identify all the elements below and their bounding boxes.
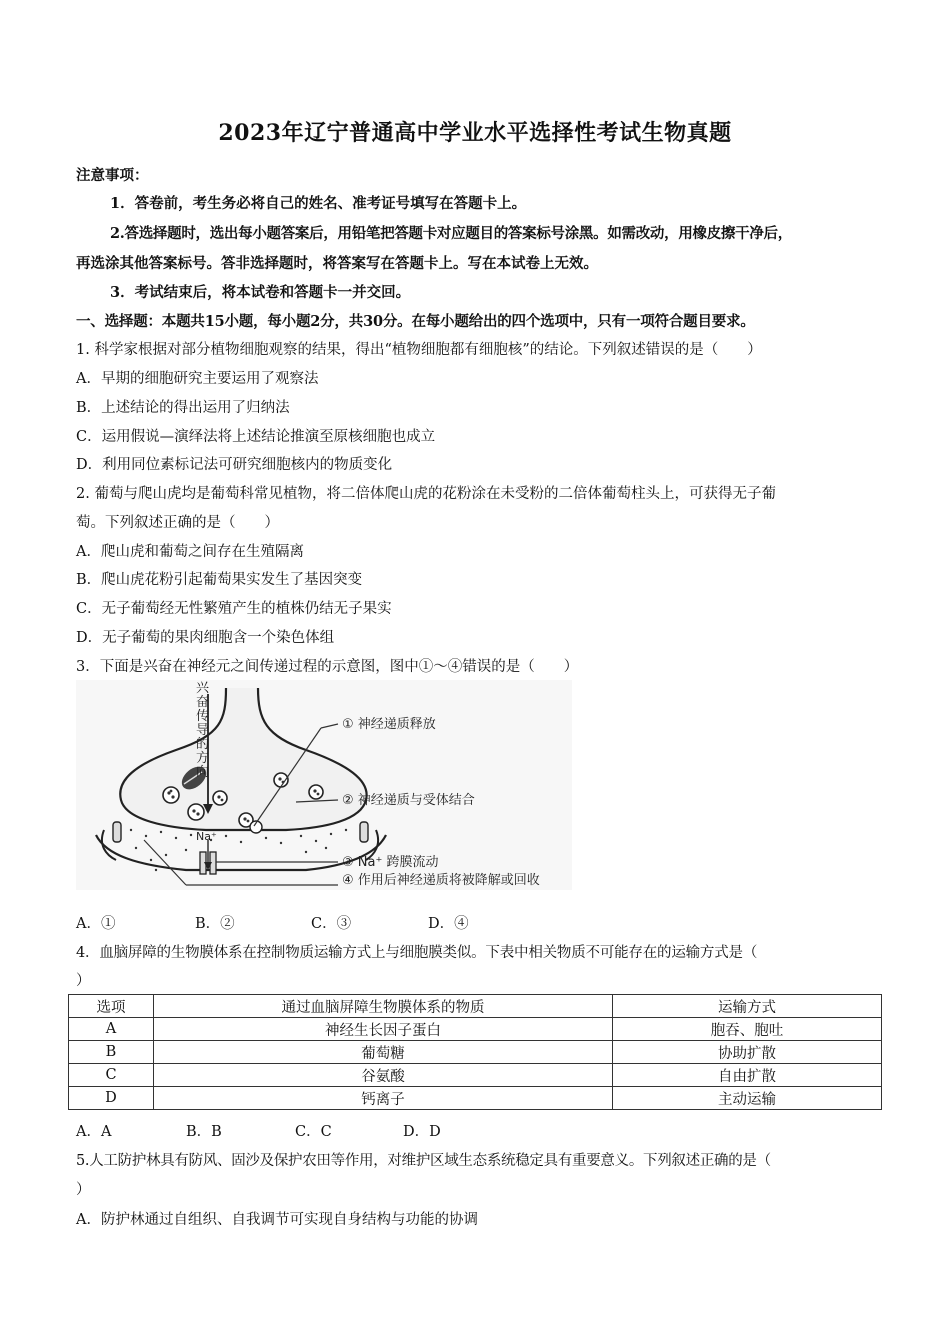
q1-option-b: B．上述结论的得出运用了归纳法 [76, 400, 290, 416]
q2-stem-line1: 2. 葡萄与爬山虎均是葡萄科常见植物，将二倍体爬山虎的花粉涂在未受粉的二倍体葡萄柱头上，可获得无子葡 [76, 486, 776, 502]
q2-option-a: A．爬山虎和葡萄之间存在生殖隔离 [76, 544, 304, 560]
q2-option-b: B．爬山虎花粉引起葡萄果实发生了基因突变 [76, 572, 363, 588]
q3-option-c: C．③ [311, 916, 352, 932]
table-header-cell: 选项 [69, 995, 154, 1018]
table-cell: D [69, 1087, 154, 1110]
table-cell: 谷氨酸 [154, 1064, 613, 1087]
table-cell: 主动运输 [613, 1087, 882, 1110]
figure-label-2: ② 神经递质与受体结合 [342, 793, 475, 808]
table-row [69, 1064, 882, 1087]
table-cell: 葡萄糖 [154, 1041, 613, 1064]
q1-option-d: D．利用同位素标记法可研究细胞核内的物质变化 [76, 457, 393, 473]
page-title: 2023年辽宁普通高中学业水平选择性考试生物真题 [218, 120, 732, 146]
table-header-cell: 运输方式 [613, 995, 882, 1018]
q4-stem-line2: ） [76, 973, 91, 989]
table-cell: 神经生长因子蛋白 [154, 1018, 613, 1041]
q1-stem: 1. 科学家根据对部分植物细胞观察的结果，得出“植物细胞都有细胞核”的结论。下列叙述错误的是（ ） [76, 342, 762, 358]
table-cell: 钙离子 [154, 1087, 613, 1110]
figure-label-4: ④ 作用后神经递质将被降解或回收 [342, 873, 540, 888]
q3-option-a: A．① [76, 916, 116, 932]
arrow-label-char: 方 [196, 751, 210, 766]
table-cell: 协助扩散 [613, 1041, 882, 1064]
q1-option-a: A．早期的细胞研究主要运用了观察法 [76, 371, 319, 387]
q4-option-b: B．B [186, 1124, 222, 1140]
arrow-label-char: 传 [196, 709, 210, 724]
q4-option-c: C．C [295, 1124, 332, 1140]
notice-heading: 注意事项： [76, 167, 149, 184]
arrow-label-char: 向 [196, 765, 210, 780]
notice-item-2b: 再选涂其他答案标号。答非选择题时，将答案写在答题卡上。写在本试卷上无效。 [76, 255, 598, 272]
table-cell: 自由扩散 [613, 1064, 882, 1087]
table-cell: A [69, 1018, 154, 1041]
notice-item-2a: 2.答选择题时，选出每小题答案后，用铅笔把答题卡对应题目的答案标号涂黑。如需改动，用橡皮擦干净后， [110, 225, 792, 242]
arrow-label-char: 奋 [196, 695, 210, 710]
q4-option-d: D．D [403, 1124, 441, 1140]
table-header-row [69, 995, 882, 1018]
q5-stem-line2: ） [76, 1182, 91, 1198]
table-row [69, 1087, 882, 1110]
transport-table [68, 994, 882, 1110]
q1-option-c: C．运用假说—演绎法将上述结论推演至原核细胞也成立 [76, 429, 436, 445]
table-cell: 胞吞、胞吐 [613, 1018, 882, 1041]
synapse-figure [76, 680, 572, 890]
q5-stem-line1: 5.人工防护林具有防风、固沙及保护农田等作用，对维护区域生态系统稳定具有重要意义。下列叙述正确的是（ [76, 1153, 771, 1169]
table-row [69, 1041, 882, 1064]
notice-item-3: 3．考试结束后，将本试卷和答题卡一并交回。 [110, 284, 411, 301]
section-heading: 一、选择题：本题共15小题，每小题2分，共30分。在每小题给出的四个选项中，只有一项符合题目要求。 [76, 313, 755, 330]
arrow-label-char: 导 [196, 723, 210, 738]
q4-option-a: A．A [76, 1124, 112, 1140]
arrow-label-char: 兴 [196, 681, 210, 696]
q2-option-d: D．无子葡萄的果肉细胞含一个染色体组 [76, 630, 335, 646]
q2-option-c: C．无子葡萄经无性繁殖产生的植株仍结无子果实 [76, 601, 392, 617]
notice-item-1: 1．答卷前，考生务必将自己的姓名、准考证号填写在答题卡上。 [110, 195, 527, 212]
table-header-cell: 通过血脑屏障生物膜体系的物质 [154, 995, 613, 1018]
table-cell: C [69, 1064, 154, 1087]
q3-stem: 3．下面是兴奋在神经元之间传递过程的示意图，图中①～④错误的是（ ） [76, 659, 579, 675]
arrow-label-char: 的 [196, 737, 210, 752]
figure-label-1: ① 神经递质释放 [342, 717, 436, 732]
figure-label-3: ③ Na⁺ 跨膜流动 [342, 855, 439, 870]
q5-option-a: A．防护林通过自组织、自我调节可实现自身结构与功能的协调 [76, 1212, 478, 1228]
q3-option-b: B．② [195, 916, 235, 932]
q3-option-d: D．④ [428, 916, 469, 932]
table-cell: B [69, 1041, 154, 1064]
q2-stem-line2: 萄。下列叙述正确的是（ ） [76, 515, 279, 531]
na-label: Na⁺ [196, 830, 217, 843]
q4-stem-line1: 4．血脑屏障的生物膜体系在控制物质运输方式上与细胞膜类似。下表中相关物质不可能存在的运输方式是（ [76, 945, 758, 961]
table-row [69, 1018, 882, 1041]
